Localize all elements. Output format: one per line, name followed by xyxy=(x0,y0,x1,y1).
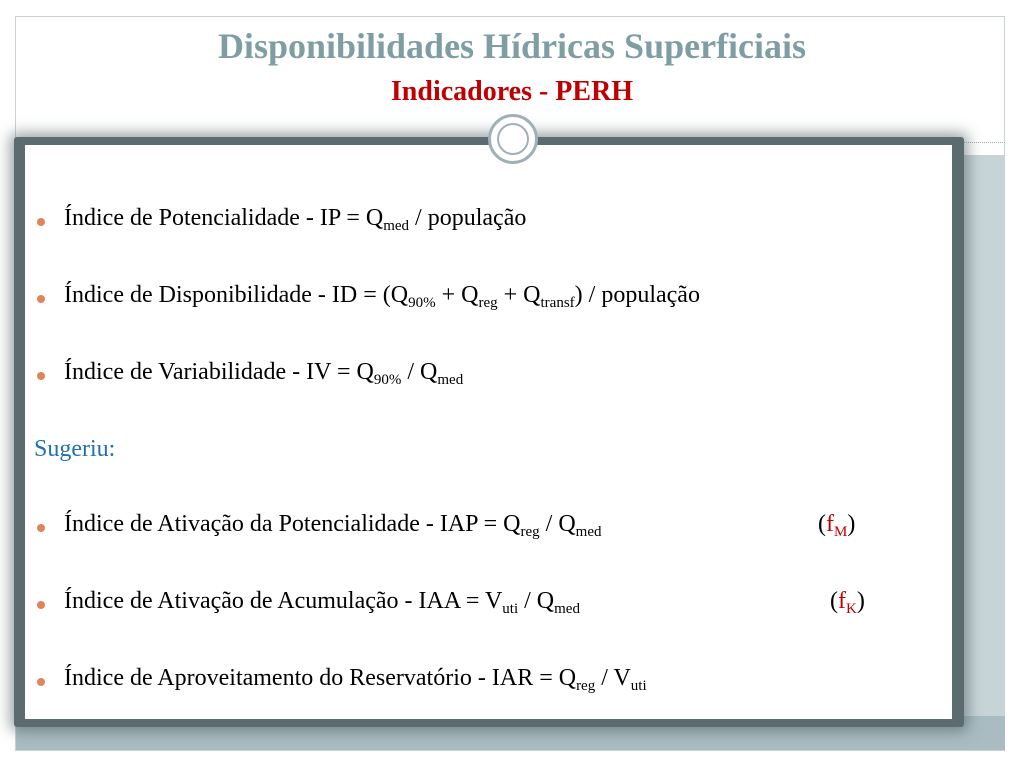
slide-title: Disponibilidades Hídricas Superficiais xyxy=(217,26,807,66)
indice-iaa-sub-med: med xyxy=(554,601,580,617)
indice-iap-sub-reg: reg xyxy=(520,524,540,540)
bullet-icon xyxy=(37,524,45,532)
indice-id-sub-transf: transf xyxy=(540,295,575,311)
indice-id-sub-reg: reg xyxy=(478,295,498,311)
indice-iar-div: / V xyxy=(595,665,631,691)
indice-ip-text: Índice de Potencialidade - IP = Q xyxy=(64,205,384,231)
bullet-icon xyxy=(37,372,45,380)
factor-fm-close: ) xyxy=(847,511,856,537)
indice-ip-sub-med: med xyxy=(383,218,410,234)
indice-id-plus-2: + Q xyxy=(497,282,541,308)
indice-iar xyxy=(64,665,647,692)
side-band xyxy=(960,155,1005,718)
indice-iar-sub-reg: reg xyxy=(576,678,596,694)
indice-iap-div: / Q xyxy=(539,511,576,537)
indice-iv-text: Índice de Variabilidade - IV = Q xyxy=(64,359,374,385)
indice-iaa-sub-uti: uti xyxy=(502,601,519,617)
bullet-icon xyxy=(37,601,45,609)
indice-ip xyxy=(64,205,526,232)
indice-id xyxy=(64,282,700,309)
indice-iv xyxy=(64,359,463,386)
indice-id-rest: ) / população xyxy=(574,282,700,308)
indice-iap-text: Índice de Ativação da Potencialidade - IAP = Q xyxy=(64,511,521,537)
indice-iap-sub-med: med xyxy=(575,524,602,540)
slide-subtitle: Indicadores - PERH xyxy=(390,76,634,107)
indice-iv-div: / Q xyxy=(401,359,438,385)
factor-fk-open: ( xyxy=(830,588,838,614)
indice-iaa xyxy=(64,588,580,615)
factor-fk-sub: K xyxy=(846,601,857,617)
factor-fk-letter: f xyxy=(838,588,846,614)
indice-ip-rest: / população xyxy=(409,205,527,231)
factor-fm-open: ( xyxy=(818,511,826,537)
indice-id-sub-90: 90% xyxy=(408,295,436,311)
factor-fm-sub: M xyxy=(834,524,848,540)
indice-id-text: Índice de Disponibilidade - ID = (Q xyxy=(64,282,409,308)
bullet-icon xyxy=(37,678,45,686)
indice-iaa-text: Índice de Ativação de Acumulação - IAA = V xyxy=(64,588,503,614)
factor-fk-close: ) xyxy=(856,588,865,614)
double-circle-ornament-icon xyxy=(488,114,538,164)
factor-fk xyxy=(830,588,865,615)
factor-fm-letter: f xyxy=(826,511,834,537)
indice-iv-sub-90: 90% xyxy=(373,372,402,388)
indice-iaa-div: / Q xyxy=(518,588,555,614)
indice-iar-sub-uti: uti xyxy=(630,678,647,694)
indice-iap xyxy=(64,511,601,538)
bullet-icon xyxy=(37,295,45,303)
sugeriu-label: Sugeriu: xyxy=(34,436,116,462)
indice-iar-text: Índice de Aproveitamento do Reservatório - IAR = Q xyxy=(64,665,577,691)
indice-iv-sub-med: med xyxy=(437,372,464,388)
bullet-icon xyxy=(37,218,45,226)
ornament-inner-circle xyxy=(497,123,529,155)
factor-fm xyxy=(818,511,855,538)
indice-id-plus-1: + Q xyxy=(435,282,479,308)
